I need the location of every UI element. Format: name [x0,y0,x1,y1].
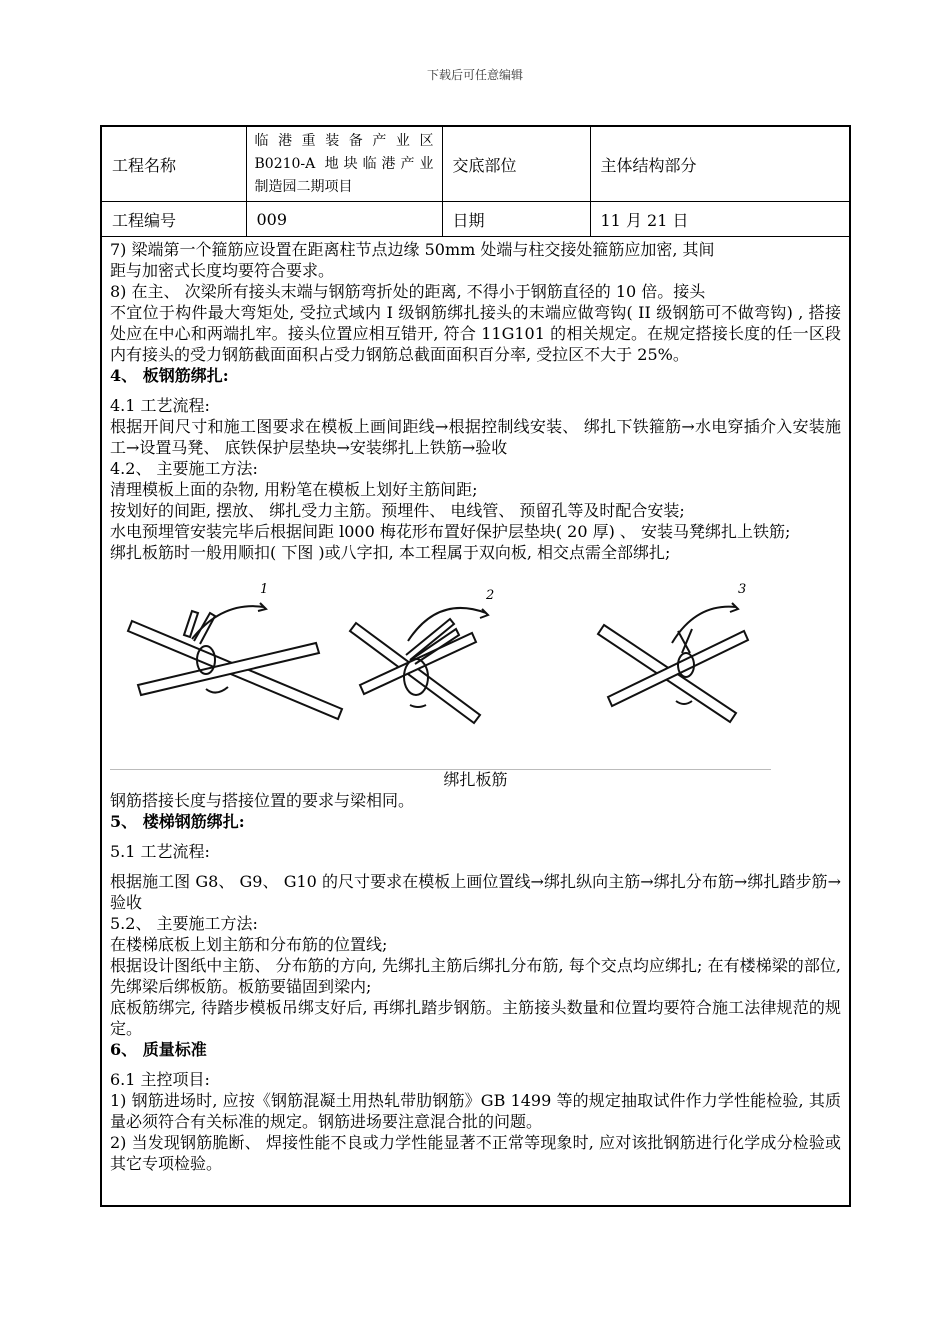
section-heading-4: 4、 板钢筋绑扎: [110,366,229,385]
paragraph: 钢筋搭接长度与搭接位置的要求与梁相同。 [110,791,415,810]
paragraph: 水电预埋管安装完毕后根据间距 l000 梅花形布置好保护层垫块( 20 厚) 、 安装马凳绑扎上铁筋; [110,522,791,541]
project-no-value: 009 [246,202,442,237]
project-no-label: 工程编号 [102,202,246,237]
paragraph: 根据设计图纸中主筋、 分布筋的方向, 先绑扎主筋后绑扎分布筋, 每个交点均应绑扎; 在有楼梯梁的部位, 先绑梁后绑板筋。板筋要锚固到梁内; [110,956,841,996]
date-label: 日期 [442,202,590,237]
paragraph: 在楼梯底板上划主筋和分布筋的位置线; [110,935,388,954]
document-frame [100,125,851,1207]
tie-figure [110,569,841,769]
figure-mark: 3 [738,582,747,597]
figure-mark: 1 [260,582,269,597]
subheading: 5.1 工艺流程: [110,842,210,861]
paragraph: 底板筋绑完, 待踏步模板吊绑支好后, 再绑扎踏步钢筋。主筋接头数量和位置均要符合施工法律规范的规定。 [110,998,841,1038]
project-name-value: 临港重装备产业区 B0210-A 地块临港产业 制造园二期项目 [246,127,442,202]
subheading: 5.2、 主要施工方法: [110,914,258,933]
paragraph: 不宜位于构件最大弯矩处, 受拉式域内 I 级钢筋绑扎接头的末端应做弯钩( II 级钢筋可不做弯钩) , 搭接处应在中心和两端扎牢。接头位置应相互错开, 符合 11G101 的相关规定。在规定搭接长度的任一区段内有接头的受力钢筋截面面积占受力钢筋总截面面积百分率, 受拉区不大于 25%。 [110,303,841,364]
info-table [102,127,849,237]
section-heading-6: 6、 质量标准 [110,1040,207,1059]
rebar-tie-illustration [110,569,843,769]
section-heading-5: 5、 楼梯钢筋绑扎: [110,812,245,831]
content [102,237,849,1174]
paragraph: 按划好的间距, 摆放、 绑扎受力主筋。预埋件、 电线管、 预留孔等及时配合安装; [110,501,685,520]
paragraph: 距与加密式长度均要符合要求。 [110,261,335,280]
date-value: 11 月 21 日 [590,202,849,237]
page-header: 下载后可任意编辑 [426,68,523,82]
paragraph: 根据施工图 G8、 G9、 G10 的尺寸要求在模板上画位置线→绑扎纵向主筋→绑扎分布筋→绑扎踏步筋→验收 [110,872,841,912]
figure-mark: 2 [486,588,495,603]
location-label: 交底部位 [442,127,590,202]
paragraph: 根据开间尺寸和施工图要求在模板上画间距线→根据控制线安装、 绑扎下铁箍筋→水电穿插介入安装施工→设置马凳、 底铁保护层垫块→安装绑扎上铁筋→验收 [110,417,841,457]
paragraph: 清理模板上面的杂物, 用粉笔在模板上划好主筋间距; [110,480,478,499]
location-value: 主体结构部分 [590,127,849,202]
subheading: 4.2、 主要施工方法: [110,459,258,478]
paragraph: 2) 当发现钢筋脆断、 焊接性能不良或力学性能显著不正常等现象时, 应对该批钢筋进行化学成分检验或其它专项检验。 [110,1133,841,1173]
paragraph: 1) 钢筋进场时, 应按《钢筋混凝土用热轧带肋钢筋》GB 1499 等的规定抽取试件作力学性能检验, 其质量必须符合有关标准的规定。钢筋进场要注意混合批的问题。 [110,1091,841,1131]
paragraph: 绑扎板筋时一般用顺扣( 下图 )或八字扣, 本工程属于双向板, 相交点需全部绑扎; [110,543,671,562]
paragraph: 8) 在主、 次梁所有接头末端与钢筋弯折处的距离, 不得小于钢筋直径的 10 倍。接头 [110,282,706,301]
subheading: 4.1 工艺流程: [110,396,210,415]
project-name-label: 工程名称 [102,127,246,202]
figure-caption: 绑扎板筋 [443,770,508,789]
subheading: 6.1 主控项目: [110,1070,210,1089]
paragraph: 7) 梁端第一个箍筋应设置在距离柱节点边缘 50mm 处端与柱交接处箍筋应加密, 其间 [110,240,715,259]
